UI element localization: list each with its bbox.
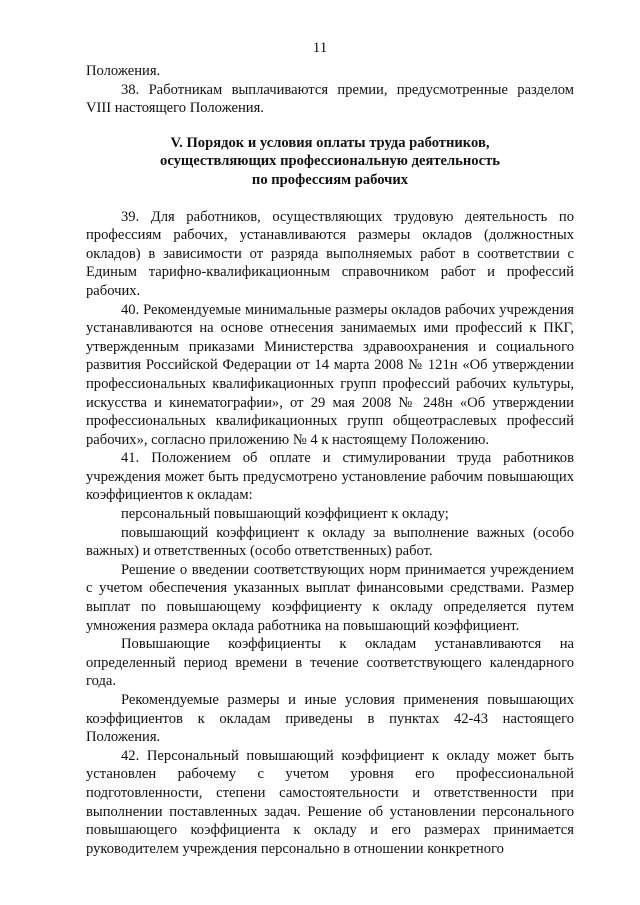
- paragraph-42: 42. Персональный повышающий коэффициент к окладу может быть установлен рабочему с учетом уровня его профессиональной подготовленности, степени самостоятельности и ответственности при выполнении поставленных задач. Решение об установлении персонального повышающего коэффициента к окладу и его размерах принимается руководителем учреждения персонально в отношении конкретного: [86, 747, 574, 857]
- paragraph-41-decision: Решение о введении соответствующих норм принимается учреждением с учетом обеспечения указанных выплат финансовыми средствами. Размер выплат по повышающему коэффициенту к окладу определяется путем умножения размера оклада работника на повышающий коэффициент.: [86, 561, 574, 634]
- continued-text: Положения.: [86, 63, 161, 79]
- paragraph-41-recommended: Рекомендуемые размеры и иные условия применения повышающих коэффициентов к окладам приведены в пунктах 42-43 настоящего Положения.: [86, 692, 574, 746]
- paragraph-41: 41. Положением об оплате и стимулировании труда работников учреждения может быть предусмотрено установление рабочим повышающих коэффициентов к окладам:: [86, 450, 574, 504]
- section-heading: [86, 134, 574, 190]
- section-heading-line-3: по профессиям рабочих: [251, 171, 409, 188]
- paragraph-41-item-1: персональный повышающий коэффициент к окладу;: [121, 506, 449, 523]
- document-body: [86, 62, 574, 858]
- paragraph-38: 38. Работникам выплачиваются премии, предусмотренные разделом VIII настоящего Положения.: [86, 81, 574, 117]
- section-heading-line-1: V. Порядок и условия оплаты труда работников,: [170, 134, 490, 151]
- paragraph-39: 39. Для работников, осуществляющих трудовую деятельность по профессиям рабочих, устанавливаются размеры окладов (должностных окладов) в зависимости от разряда выполняемых работ в соответствии с Единым тарифно-квалификационным справочником работ и профессий рабочих.: [86, 208, 574, 299]
- paragraph-40: 40. Рекомендуемые минимальные размеры окладов рабочих учреждения устанавливаются на основе отнесения занимаемых ими профессий к ПКГ, утвержденным приказами Министерства здравоохранения и социального развития Российской Федерации от 14 марта 2008 № 121н «Об утверждении профессиональных квалификационных групп профессий рабочих культуры, искусства и кинематографии», от 29 мая 2008 № 248н «Об утверждении профессиональных квалификационных групп общеотраслевых профессий рабочих», согласно приложению № 4 к настоящему Положению.: [86, 301, 574, 448]
- paragraph-41-period: Повышающие коэффициенты к окладам устанавливаются на определенный период времени в течение соответствующего календарного года.: [86, 636, 574, 690]
- paragraph-41-item-2: повышающий коэффициент к окладу за выполнение важных (особо важных) и ответственных (особо ответственных) работ.: [86, 524, 574, 560]
- section-heading-line-2: осуществляющих профессиональную деятельность: [160, 153, 500, 170]
- page-number: 11: [312, 40, 328, 56]
